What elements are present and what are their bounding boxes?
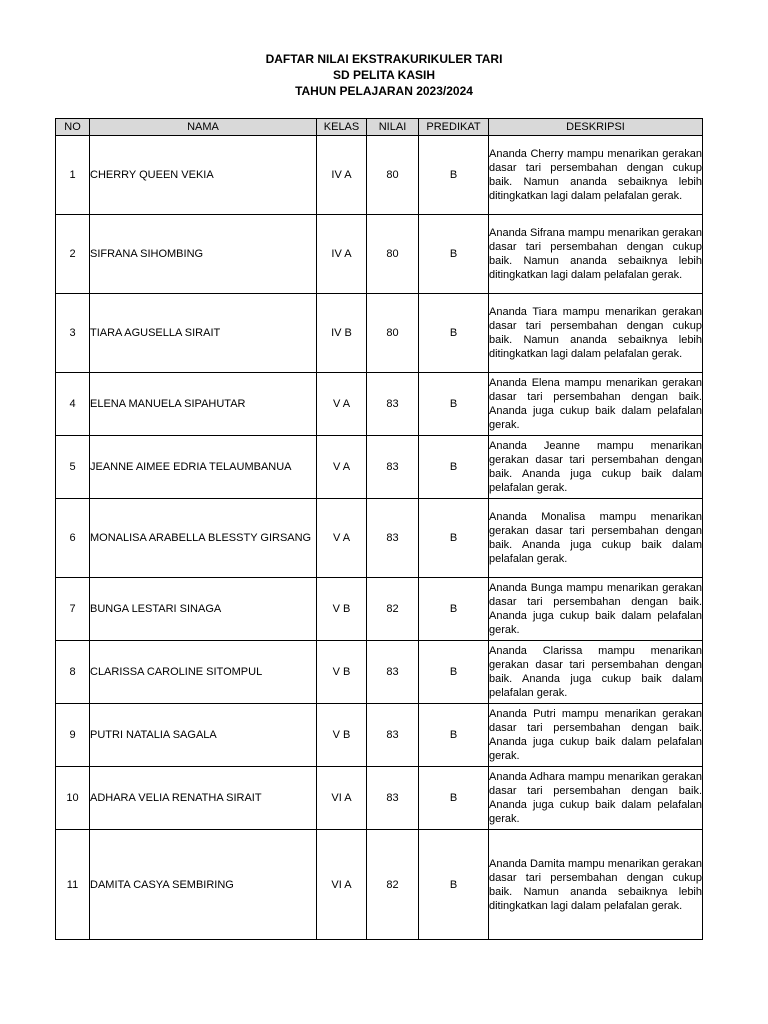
cell-kelas: IV A [317,136,367,215]
cell-deskripsi: Ananda Adhara mampu menarikan gerakan dasar tari persembahan dengan baik. Ananda juga cukup baik dalam pelafalan gerak. [489,767,703,830]
cell-kelas: V B [317,641,367,704]
table-row [56,136,703,215]
cell-predikat: B [419,641,489,704]
cell-no: 2 [56,215,90,294]
cell-nilai: 83 [367,767,419,830]
cell-nama: DAMITA CASYA SEMBIRING [90,830,317,940]
header-kelas: KELAS [317,119,367,136]
cell-predikat: B [419,294,489,373]
cell-nama: SIFRANA SIHOMBING [90,215,317,294]
cell-no: 9 [56,704,90,767]
header-nilai: NILAI [367,119,419,136]
cell-nilai: 83 [367,641,419,704]
cell-nama: JEANNE AIMEE EDRIA TELAUMBANUA [90,436,317,499]
cell-predikat: B [419,578,489,641]
cell-predikat: B [419,436,489,499]
cell-predikat: B [419,373,489,436]
header-row [56,119,703,136]
cell-nilai: 83 [367,436,419,499]
cell-kelas: IV A [317,215,367,294]
cell-kelas: V A [317,373,367,436]
cell-nama: CLARISSA CAROLINE SITOMPUL [90,641,317,704]
grades-table [55,118,703,940]
header-deskripsi: DESKRIPSI [489,119,703,136]
cell-no: 8 [56,641,90,704]
table-row [56,704,703,767]
cell-nilai: 80 [367,136,419,215]
cell-nilai: 83 [367,499,419,578]
cell-no: 7 [56,578,90,641]
cell-nama: CHERRY QUEEN VEKIA [90,136,317,215]
table-row [56,830,703,940]
document-title [0,51,768,99]
cell-predikat: B [419,704,489,767]
header-nama: NAMA [90,119,317,136]
cell-nama: TIARA AGUSELLA SIRAIT [90,294,317,373]
table-row [56,294,703,373]
cell-no: 4 [56,373,90,436]
cell-predikat: B [419,830,489,940]
cell-kelas: V A [317,499,367,578]
cell-kelas: VI A [317,830,367,940]
title-line-2: SD PELITA KASIH [332,68,435,82]
cell-no: 1 [56,136,90,215]
cell-deskripsi: Ananda Clarissa mampu menarikan gerakan dasar tari persembahan dengan baik. Ananda juga cukup baik dalam pelafalan gerak. [489,641,703,704]
cell-deskripsi: Ananda Putri mampu menarikan gerakan dasar tari persembahan dengan baik. Ananda juga cukup baik dalam pelafalan gerak. [489,704,703,767]
cell-deskripsi: Ananda Jeanne mampu menarikan gerakan dasar tari persembahan dengan baik. Ananda juga cukup baik dalam pelafalan gerak. [489,436,703,499]
cell-predikat: B [419,215,489,294]
table-row [56,578,703,641]
cell-kelas: VI A [317,767,367,830]
table-row [56,767,703,830]
cell-no: 10 [56,767,90,830]
cell-nilai: 82 [367,830,419,940]
cell-predikat: B [419,767,489,830]
cell-predikat: B [419,136,489,215]
cell-nilai: 83 [367,704,419,767]
title-line-3: TAHUN PELAJARAN 2023/2024 [295,84,473,98]
cell-predikat: B [419,499,489,578]
cell-deskripsi: Ananda Damita mampu menarikan gerakan dasar tari persembahan dengan cukup baik. Namun ananda sebaiknya lebih ditingkatkan lagi dalam pelafalan gerak. [489,830,703,940]
cell-nilai: 82 [367,578,419,641]
table-row [56,373,703,436]
cell-no: 5 [56,436,90,499]
cell-deskripsi: Ananda Monalisa mampu menarikan gerakan dasar tari persembahan dengan baik. Ananda juga cukup baik dalam pelafalan gerak. [489,499,703,578]
cell-deskripsi: Ananda Cherry mampu menarikan gerakan dasar tari persembahan dengan cukup baik. Namun ananda sebaiknya lebih ditingkatkan lagi dalam pelafalan gerak. [489,136,703,215]
cell-nama: ELENA MANUELA SIPAHUTAR [90,373,317,436]
cell-nama: PUTRI NATALIA SAGALA [90,704,317,767]
header-no: NO [56,119,90,136]
cell-nilai: 83 [367,373,419,436]
cell-nama: ADHARA VELIA RENATHA SIRAIT [90,767,317,830]
title-line-1: DAFTAR NILAI EKSTRAKURIKULER TARI [265,52,503,66]
cell-no: 11 [56,830,90,940]
cell-deskripsi: Ananda Sifrana mampu menarikan gerakan dasar tari persembahan dengan cukup baik. Namun ananda sebaiknya lebih ditingkatkan lagi dalam pelafalan gerak. [489,215,703,294]
cell-nilai: 80 [367,294,419,373]
table-row [56,499,703,578]
table-row [56,215,703,294]
cell-kelas: V A [317,436,367,499]
header-predikat: PREDIKAT [419,119,489,136]
cell-no: 6 [56,499,90,578]
cell-deskripsi: Ananda Elena mampu menarikan gerakan dasar tari persembahan dengan baik. Ananda juga cukup baik dalam pelafalan gerak. [489,373,703,436]
cell-kelas: V B [317,578,367,641]
cell-deskripsi: Ananda Bunga mampu menarikan gerakan dasar tari persembahan dengan baik. Ananda juga cukup baik dalam pelafalan gerak. [489,578,703,641]
table-row [56,641,703,704]
cell-nama: MONALISA ARABELLA BLESSTY GIRSANG [90,499,317,578]
cell-kelas: V B [317,704,367,767]
cell-nilai: 80 [367,215,419,294]
cell-no: 3 [56,294,90,373]
cell-nama: BUNGA LESTARI SINAGA [90,578,317,641]
cell-kelas: IV B [317,294,367,373]
table-row [56,436,703,499]
cell-deskripsi: Ananda Tiara mampu menarikan gerakan dasar tari persembahan dengan cukup baik. Namun ananda sebaiknya lebih ditingkatkan lagi dalam pelafalan gerak. [489,294,703,373]
